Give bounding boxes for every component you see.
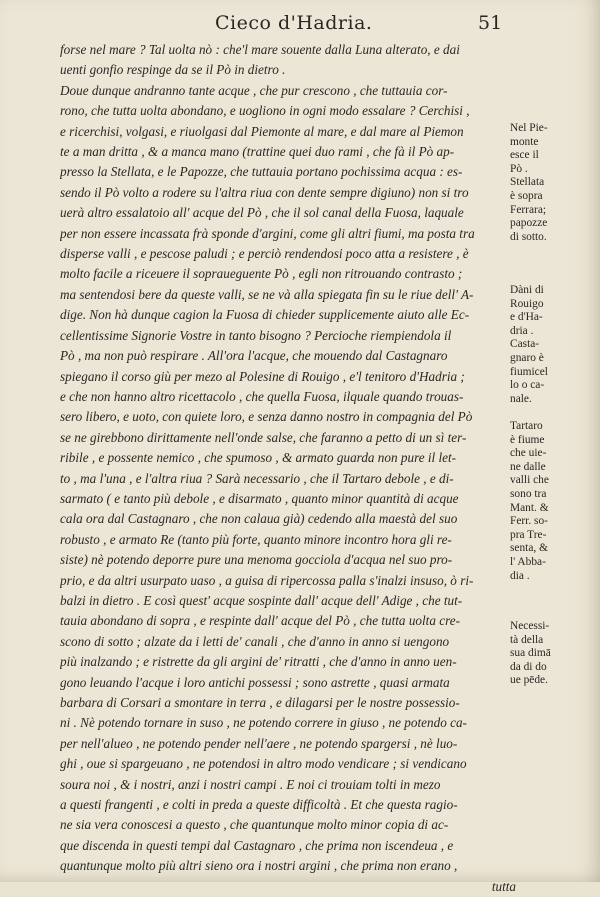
text-line: robusto , e armato Re (tanto più forte, quanto minore incontro hora gli re- xyxy=(60,531,452,547)
margin-note-line: sua dimā xyxy=(510,647,551,660)
text-line: barbara di Corsari a smontare in terra , e dilagarsi per le nostre possessio- xyxy=(60,695,460,710)
text-line: ne sia vera conoscesi a questo , che quantunque molto minor copia di ac- xyxy=(60,817,449,833)
text-line: te a man dritta , & a manca mano (trattine quei duo rami , che fà il Pò ap- xyxy=(60,144,455,160)
margin-note xyxy=(510,122,598,244)
margin-note-line: che uie- xyxy=(510,447,547,460)
text-line: ghi , oue si spargeuano , ne potendosi in altro modo vendicare ; si vendicano xyxy=(60,756,467,772)
page-number: 51 xyxy=(478,12,503,34)
text-line: presso la Stellata, e le Papozze, che tuttauia portano pochissima acqua : es- xyxy=(60,164,463,180)
margin-note-line: ue pēde. xyxy=(510,674,548,687)
margin-note-line: Casta- xyxy=(510,338,540,351)
margin-note-line: Dàni di xyxy=(510,284,544,296)
text-line: forse nel mare ? Tal uolta nò : che'l mare souente dalla Luna alterato, e dai xyxy=(60,42,460,57)
text-line: ni . Nè potendo tornare in suso , ne potendo correre in giuso , ne potendo ca- xyxy=(60,715,467,731)
margin-note-line: da di do xyxy=(510,660,547,673)
text-line: sendo il Pò volto a rodere su l'altra riua con dente sempre digiuno) non si tro xyxy=(60,184,469,200)
margin-note-line: l' Abba- xyxy=(510,555,546,568)
margin-note-line: gnaro è xyxy=(510,351,544,364)
margin-note-line: senta, & xyxy=(510,542,548,555)
margin-note-line: di sotto. xyxy=(510,230,547,243)
text-line: cala ora dal Castagnaro , che non calaua già) cedendo alla maestà del suo xyxy=(60,511,458,527)
margin-note-line: è fiume xyxy=(510,433,545,446)
margin-note-line: fiumicel xyxy=(510,365,548,378)
margin-note-line: Stellata xyxy=(510,176,545,189)
text-line: uerà altro essalatoio all' acque del Pò , che il sol canal della Fuosa, laquale xyxy=(60,205,464,221)
margin-note-line: dia . xyxy=(510,569,530,582)
text-line: prio, e da altri usurpato uaso , a guisa di ripercossa palla s'inalzi insuso, ò ri- xyxy=(60,572,474,588)
text-line: spiegano il corso giù per mezo al Polesine di Rouigo , e'l tenitoro d'Hadria ; xyxy=(60,368,465,384)
text-line: rono, che tutta uolta abondano, e uogliono in ogni modo essalare ? Cerchisi , xyxy=(60,103,470,119)
margin-note-line: monte xyxy=(510,135,539,148)
text-line: per non essere incassata frà sponde d'argini, come gli altri fiumi, ma posta tra xyxy=(60,225,475,241)
margin-note xyxy=(510,620,598,688)
margin-note-line: dria . xyxy=(510,324,534,337)
text-line: uenti gonfio respinge da se il Pò in dietro . xyxy=(60,62,286,78)
text-line: cellentissime Signorie Vostre in tanto bisogno ? Percioche riempiendola il xyxy=(60,327,452,343)
margin-note xyxy=(510,284,598,406)
margin-note-line: Tartaro xyxy=(510,420,543,432)
margin-note-line: papozze xyxy=(510,217,548,230)
margin-note-line: Mant. & xyxy=(510,501,549,514)
margin-note-line: nale. xyxy=(510,392,532,405)
margin-note-line: sono tra xyxy=(510,487,547,500)
margin-note-line: Necessi- xyxy=(510,620,550,632)
margin-note-line: lo o ca- xyxy=(510,379,545,392)
text-line: più inalzando ; e ristrette da gli argini de' ritratti , che d'anno in anno uen- xyxy=(60,654,457,670)
text-line: per nell'alueo , ne potendo pender nell'aere , ne potendo spargersi , nè luo- xyxy=(60,735,458,751)
margin-note-line: Ferr. so- xyxy=(510,515,548,528)
margin-note-line: ne dalle xyxy=(510,460,546,473)
text-line: tutta xyxy=(491,878,516,894)
page-header xyxy=(0,10,600,40)
text-line: ribile , e possente nemico , che spumoso , & armato guarda non pure il let- xyxy=(60,450,457,466)
text-line: Doue dunque andranno tante acque , che pur crescono , che tuttauia cor- xyxy=(60,82,448,98)
text-line: siste) nè potendo deporre pure una menoma gocciola d'acqua nel suo pro- xyxy=(60,552,453,568)
text-line: que discenda in questi tempi dal Castagnaro , che prima non iscendeua , e xyxy=(60,837,454,853)
margin-note-line: Nel Pie- xyxy=(510,122,548,134)
margin-note-line: Rouigo xyxy=(510,297,544,310)
margin-note-line: Pò . xyxy=(510,162,528,175)
margin-note-line: Ferrara; xyxy=(510,203,547,216)
text-line: balzi in dietro . E così quest' acque sospinte dall' acque dell' Adige , che tut- xyxy=(60,592,463,608)
text-line: gono leuando l'acque i loro antichi possessi ; sono astrette , quasi armata xyxy=(60,674,450,690)
text-line: tauia abondano di sopra , e respinte dall' acque del Pò , che tutta uolta cre- xyxy=(60,613,460,629)
running-head: Cieco d'Hadria. xyxy=(215,12,373,34)
margin-note-line: tà della xyxy=(510,633,544,646)
text-line: e che non hanno altro ricettacolo , che quella Fuosa, ilquale quando trouas- xyxy=(60,388,464,404)
text-line: Pò , ma non può respirare . All'ora l'acque, che mouendo dal Castagnaro xyxy=(60,348,448,364)
text-line: to , ma l'una , e l'altra riua ? Sarà necessario , che il Tartaro debole , e di- xyxy=(60,470,454,486)
text-line: disperse valli , e pescose paludi ; e perciò rendendosi poco atta a resistere , è xyxy=(60,246,469,262)
text-line: se ne girebbono dirittamente nell'onde salse, che faranno a petto di un sì ter- xyxy=(60,429,467,445)
margin-note-line: valli che xyxy=(510,474,549,487)
text-line: ma sentendosi bere da queste valli, se ne và alla spiegata fin su le riue dell' A- xyxy=(60,286,474,302)
text-line: soura noi , & i nostri, anzi i nostri campi . E noi ci trouiam tolti in mezo xyxy=(60,776,441,792)
margin-note xyxy=(510,420,598,583)
text-line: e ricerchisi, volgasi, e riuolgasi dal Piemonte al mare, e dal mare al Piemon xyxy=(60,123,464,139)
text-line: sero libero, e uoto, con quiete loro, e senza danno nostro in compagnia del Pò xyxy=(60,409,473,425)
text-line: molto facile a riceuere il sopraueguente Pò , egli non ritrouando contrasto ; xyxy=(60,266,463,282)
margin-note-line: pra Tre- xyxy=(510,528,547,541)
margin-note-line: esce il xyxy=(510,149,539,162)
text-line: sarmato ( e tanto più debole , e disarmato , quanto minor quantità di acque xyxy=(60,490,459,506)
body-text xyxy=(60,40,516,897)
text-line: a questi frangenti , e colti in preda a queste difficoltà . Et che questa ragio- xyxy=(60,797,458,813)
margin-note-line: e d'Ha- xyxy=(510,311,543,324)
text-line: dige. Non hà dunque cagion la Fuosa di chieder supplicemente aiuto alle Ec- xyxy=(60,307,470,323)
text-line: quantunque molto più altri sieno ora i nostri argini , che prima non erano , xyxy=(60,858,458,874)
text-line: scono di sotto ; alzate da i letti de' canali , che d'anno in anno si uengono xyxy=(60,633,450,649)
margin-note-line: è sopra xyxy=(510,189,543,202)
